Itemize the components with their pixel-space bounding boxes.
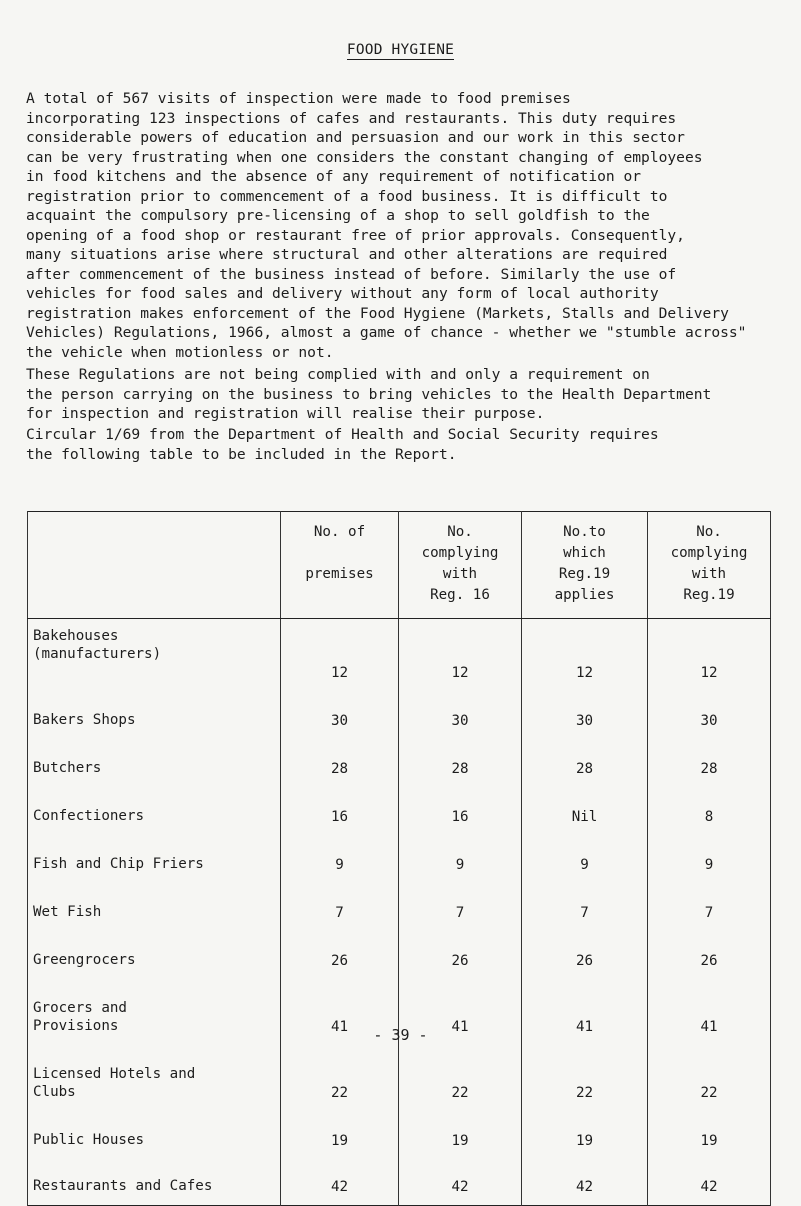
cell-reg19-complying: 28	[648, 741, 771, 789]
table-row	[28, 1047, 771, 1113]
header-reg19-applies: No.to which Reg.19 applies	[522, 512, 648, 619]
cell-reg19-complying: 30	[648, 693, 771, 741]
cell-reg16: 16	[399, 789, 522, 837]
cell-premises: 22	[281, 1047, 399, 1113]
table-row	[28, 837, 771, 885]
cell-reg19-complying: 41	[648, 981, 771, 1047]
cell-premises: 7	[281, 885, 399, 933]
table-row	[28, 741, 771, 789]
cell-premises: 12	[281, 619, 399, 694]
row-category: Greengrocers	[28, 933, 281, 981]
cell-reg16: 30	[399, 693, 522, 741]
cell-premises: 26	[281, 933, 399, 981]
cell-premises: 28	[281, 741, 399, 789]
row-category: Bakers Shops	[28, 693, 281, 741]
row-category: Grocers and Provisions	[28, 981, 281, 1047]
cell-premises: 16	[281, 789, 399, 837]
table-row	[28, 885, 771, 933]
table-row	[28, 1161, 771, 1206]
cell-premises: 9	[281, 837, 399, 885]
header-reg16-complying: No. complying with Reg. 16	[399, 512, 522, 619]
cell-premises: 42	[281, 1161, 399, 1206]
row-category: Public Houses	[28, 1113, 281, 1161]
cell-reg19-applies: 26	[522, 933, 648, 981]
paragraph-circular: Circular 1/69 from the Department of Health and Social Security requires the following table to be included in the Report.	[26, 426, 659, 463]
cell-reg19-complying: 26	[648, 933, 771, 981]
cell-reg16: 9	[399, 837, 522, 885]
cell-reg19-applies: 7	[522, 885, 648, 933]
cell-reg19-applies: Nil	[522, 789, 648, 837]
row-category: Butchers	[28, 741, 281, 789]
cell-reg19-complying: 12	[648, 619, 771, 694]
page-number: - 39 -	[373, 1026, 428, 1044]
table-row	[28, 693, 771, 741]
row-category: Bakehouses (manufacturers)	[28, 619, 281, 694]
row-category: Fish and Chip Friers	[28, 837, 281, 885]
cell-reg19-complying: 22	[648, 1047, 771, 1113]
cell-reg19-complying: 19	[648, 1113, 771, 1161]
cell-premises: 30	[281, 693, 399, 741]
table-header-row	[28, 512, 771, 619]
cell-reg19-applies: 12	[522, 619, 648, 694]
page-title: FOOD HYGIENE	[346, 42, 455, 58]
cell-reg19-complying: 8	[648, 789, 771, 837]
cell-reg19-applies: 19	[522, 1113, 648, 1161]
cell-reg19-applies: 22	[522, 1047, 648, 1113]
cell-reg16: 12	[399, 619, 522, 694]
table-row	[28, 789, 771, 837]
table-row	[28, 619, 771, 694]
cell-reg16: 7	[399, 885, 522, 933]
cell-premises: 41	[281, 981, 399, 1047]
cell-reg19-applies: 42	[522, 1161, 648, 1206]
food-premises-table	[27, 511, 771, 1206]
row-category: Confectioners	[28, 789, 281, 837]
paragraph-visits: A total of 567 visits of inspection were made to food premises incorporating 123 inspections of cafes and restaurants. This duty requires considerable powers of education and persuasion and our work in this sector can be very frustrating when one considers the constant changing of employees in food kitchens and the absence of any requirement of notification or registration prior to commencement of a food business. It is difficult to acquaint the compulsory pre-licensing of a shop to sell goldfish to the opening of a food shop or restaurant free of prior approvals. Consequently, many situations arise where structural and other alterations are required after commencement of the business instead of before. Similarly the use of vehicles for food sales and delivery without any form of local authority registration makes enforcement of the Food Hygiene (Markets, Stalls and Delivery Vehicles) Regulations, 1966, almost a game of chance - whether we "stumble across" the vehicle when motionless or not.	[26, 90, 747, 361]
paragraph-regulations: These Regulations are not being complied with and only a requirement on the person carrying on the business to bring vehicles to the Health Department for inspection and registration will realise their purpose.	[26, 366, 712, 422]
cell-reg19-complying: 7	[648, 885, 771, 933]
row-category: Licensed Hotels and Clubs	[28, 1047, 281, 1113]
cell-reg16: 28	[399, 741, 522, 789]
cell-reg16: 19	[399, 1113, 522, 1161]
cell-reg19-complying: 42	[648, 1161, 771, 1206]
cell-reg16: 41	[399, 981, 522, 1047]
cell-reg16: 22	[399, 1047, 522, 1113]
header-premises: No. of premises	[281, 512, 399, 619]
row-category: Wet Fish	[28, 885, 281, 933]
cell-reg16: 42	[399, 1161, 522, 1206]
header-category	[28, 512, 281, 619]
table-row	[28, 933, 771, 981]
header-reg19-complying: No. complying with Reg.19	[648, 512, 771, 619]
table-row	[28, 1113, 771, 1161]
row-category: Restaurants and Cafes	[28, 1161, 281, 1206]
cell-reg19-applies: 30	[522, 693, 648, 741]
cell-premises: 19	[281, 1113, 399, 1161]
cell-reg19-complying: 9	[648, 837, 771, 885]
cell-reg16: 26	[399, 933, 522, 981]
cell-reg19-applies: 28	[522, 741, 648, 789]
cell-reg19-applies: 9	[522, 837, 648, 885]
cell-reg19-applies: 41	[522, 981, 648, 1047]
